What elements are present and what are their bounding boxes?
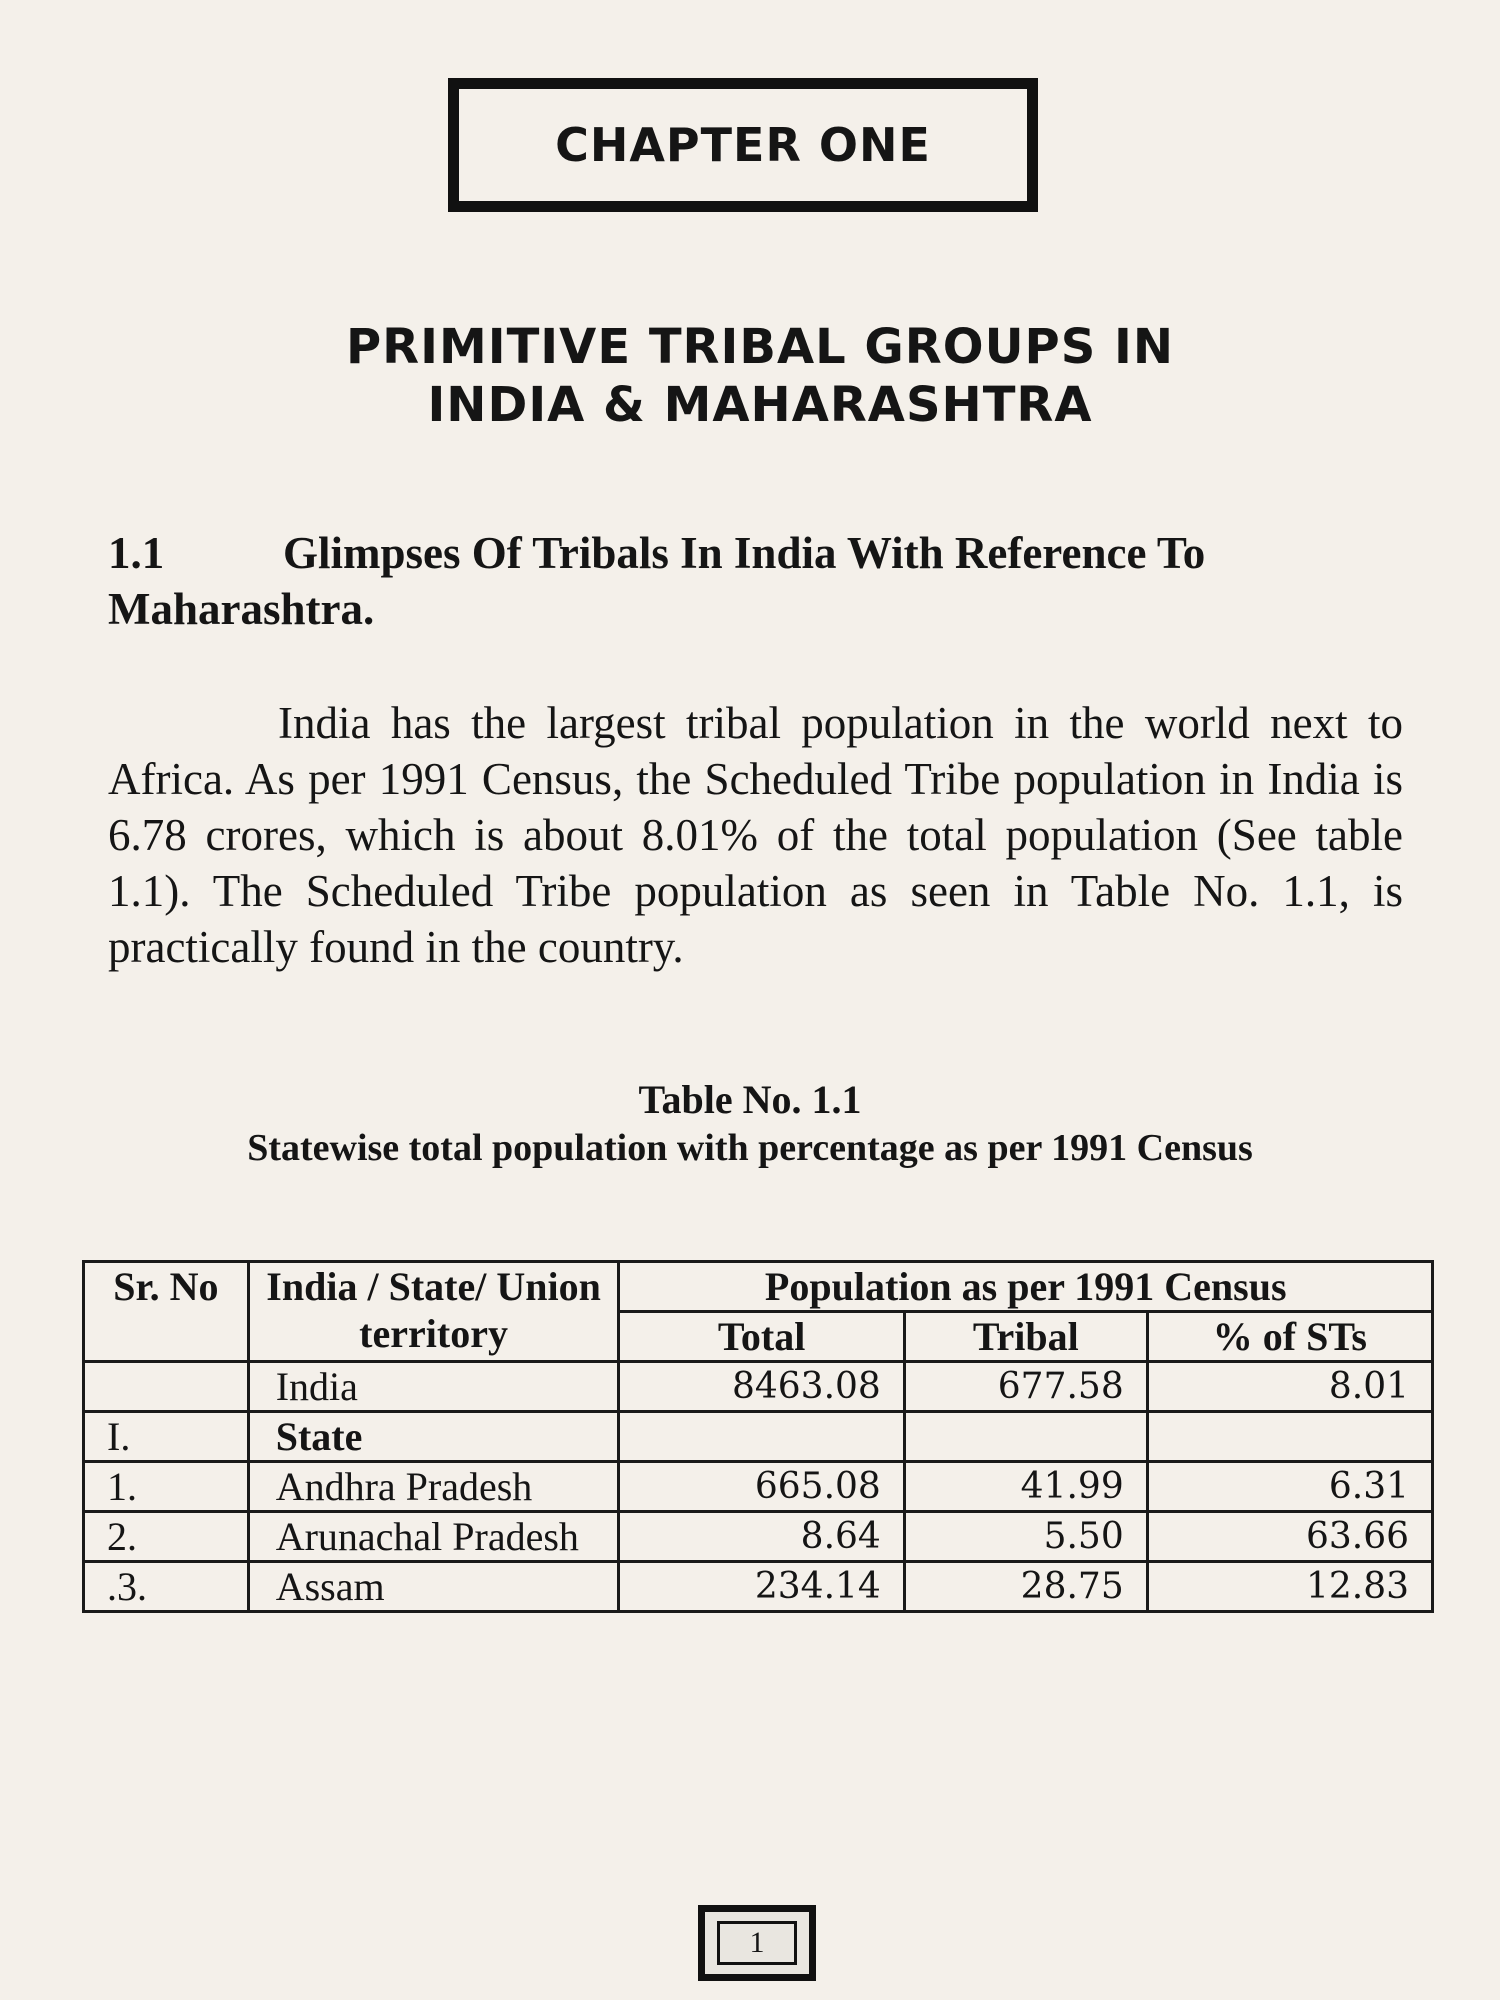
header-percent-sts: % of STs	[1147, 1312, 1432, 1362]
row-total: 8.64	[619, 1512, 904, 1562]
section-heading	[108, 525, 1408, 637]
row-name: Assam	[248, 1562, 619, 1612]
row-name: Arunachal Pradesh	[248, 1512, 619, 1562]
body-paragraph: India has the largest tribal population in the world next to Africa. As per 1991 Census, the Scheduled Tribe population in India is 6.78 crores, which is about 8.01% of the total population (See table 1.1). The Scheduled Tribe population as seen in Table No. 1.1, is practically found in the country.	[108, 698, 1403, 972]
row-name: Andhra Pradesh	[248, 1462, 619, 1512]
header-tribal: Tribal	[904, 1312, 1147, 1362]
row-total: 234.14	[619, 1562, 904, 1612]
row-percent: 8.01	[1147, 1362, 1432, 1412]
page-number-box	[698, 1905, 816, 1981]
table-row	[84, 1412, 1433, 1462]
page-title	[110, 318, 1410, 434]
row-total: 8463.08	[619, 1362, 904, 1412]
row-percent: 12.83	[1147, 1562, 1432, 1612]
row-sr	[84, 1362, 249, 1412]
row-tribal: 28.75	[904, 1562, 1147, 1612]
header-population: Population as per 1991 Census	[619, 1262, 1433, 1312]
header-region: India / State/ Union territory	[248, 1262, 619, 1362]
table-header-row	[84, 1262, 1433, 1312]
row-total	[619, 1412, 904, 1462]
row-total: 665.08	[619, 1462, 904, 1512]
row-sr: .3.	[84, 1562, 249, 1612]
table-row	[84, 1462, 1433, 1512]
population-table	[82, 1260, 1434, 1613]
section-heading-text: Glimpses Of Tribals In India With Reference To Maharashtra.	[108, 528, 1206, 634]
page-title-line-2: INDIA & MAHARASHTRA	[427, 377, 1093, 433]
row-tribal: 677.58	[904, 1362, 1147, 1412]
row-percent: 63.66	[1147, 1512, 1432, 1562]
row-name: India	[248, 1362, 619, 1412]
row-sr: 1.	[84, 1462, 249, 1512]
table-caption-block	[100, 1075, 1400, 1173]
row-tribal: 41.99	[904, 1462, 1147, 1512]
row-name: State	[248, 1412, 619, 1462]
chapter-label: CHAPTER ONE	[555, 118, 931, 172]
row-tribal	[904, 1412, 1147, 1462]
table-row	[84, 1362, 1433, 1412]
row-sr: I.	[84, 1412, 249, 1462]
section-number: 1.1	[108, 528, 165, 578]
page-number: 1	[717, 1921, 797, 1965]
table-row	[84, 1512, 1433, 1562]
row-tribal: 5.50	[904, 1512, 1147, 1562]
table-caption: Statewise total population with percentage as per 1991 Census	[247, 1127, 1253, 1169]
table-row	[84, 1562, 1433, 1612]
page-title-line-1: PRIMITIVE TRIBAL GROUPS IN	[345, 319, 1175, 375]
table-number: Table No. 1.1	[638, 1077, 862, 1122]
chapter-label-box	[448, 78, 1038, 212]
header-total: Total	[619, 1312, 904, 1362]
row-percent	[1147, 1412, 1432, 1462]
row-percent: 6.31	[1147, 1462, 1432, 1512]
header-sr-no: Sr. No	[84, 1262, 249, 1362]
row-sr: 2.	[84, 1512, 249, 1562]
